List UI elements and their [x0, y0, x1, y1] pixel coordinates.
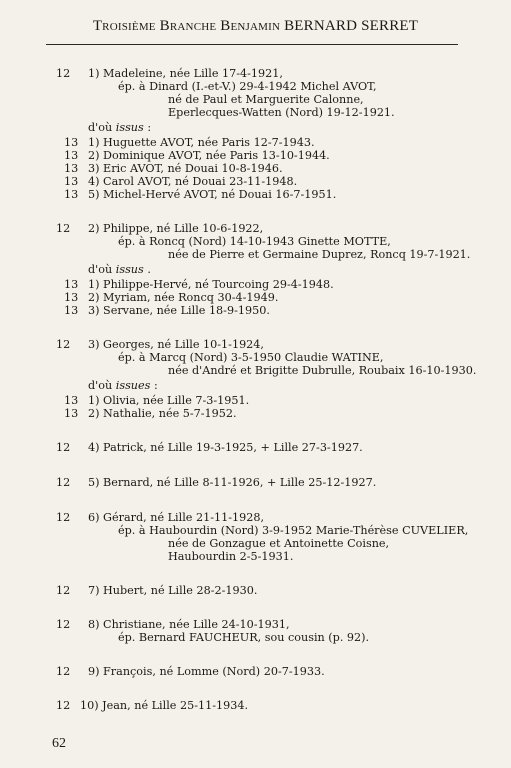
- entry-line: née de Pierre et Germaine Duprez, Roncq 19-7-1921.: [168, 248, 471, 261]
- entry-line: 1) Olivia, née Lille 7-3-1951.: [88, 394, 250, 407]
- entry-line: né de Paul et Marguerite Calonne,: [168, 93, 364, 106]
- generation-number: 13: [64, 175, 79, 188]
- entry-line: 1) Huguette AVOT, née Paris 12-7-1943.: [88, 136, 315, 149]
- entry-line: 3) Eric AVOT, né Douai 10-8-1946.: [88, 162, 283, 175]
- running-header: [0, 18, 511, 35]
- generation-number: 12: [56, 618, 71, 631]
- entry-line: 7) Hubert, né Lille 28-2-1930.: [88, 584, 258, 597]
- entry-line: 2) Philippe, né Lille 10-6-1922,: [88, 222, 264, 235]
- entry-line: 4) Carol AVOT, né Douai 23-11-1948.: [88, 175, 298, 188]
- generation-number: 12: [56, 476, 71, 489]
- entry-line: d'où issus :: [88, 121, 152, 134]
- entry-line: ép. à Haubourdin (Nord) 3-9-1952 Marie-Thérèse CUVELIER,: [118, 524, 469, 537]
- header-name: BERNARD SERRET: [284, 18, 419, 34]
- entry-line: 2) Nathalie, née 5-7-1952.: [88, 407, 237, 420]
- entry-line: 10) Jean, né Lille 25-11-1934.: [80, 699, 249, 712]
- generation-number: 12: [56, 511, 71, 524]
- header-rule: [46, 44, 458, 45]
- generation-number: 13: [64, 407, 79, 420]
- entry-line: ép. Bernard FAUCHEUR, sou cousin (p. 92).: [118, 631, 370, 644]
- generation-number: 13: [64, 162, 79, 175]
- entry-line: ép. à Dinard (I.-et-V.) 29-4-1942 Michel AVOT,: [118, 80, 377, 93]
- entry-line: 6) Gérard, né Lille 21-11-1928,: [88, 511, 265, 524]
- entry-line: Eperlecques-Watten (Nord) 19-12-1921.: [168, 106, 395, 119]
- generation-number: 13: [64, 278, 79, 291]
- entry-line: 8) Christiane, née Lille 24-10-1931,: [88, 618, 290, 631]
- entry-line: ép. à Marcq (Nord) 3-5-1950 Claudie WATINE,: [118, 351, 384, 364]
- entry-line: 5) Bernard, né Lille 8-11-1926, + Lille 25-12-1927.: [88, 476, 377, 489]
- generation-number: 13: [64, 149, 79, 162]
- entry-line: 2) Myriam, née Roncq 30-4-1949.: [88, 291, 279, 304]
- generation-number: 12: [56, 441, 71, 454]
- entry-line: 3) Georges, né Lille 10-1-1924,: [88, 338, 264, 351]
- entry-line: née d'André et Brigitte Dubrulle, Roubaix 16-10-1930.: [168, 364, 477, 377]
- generation-number: 13: [64, 188, 79, 201]
- generation-number: 12: [56, 699, 71, 712]
- header-branch: Troisième Branche Benjamin: [92, 18, 281, 34]
- entry-line: 3) Servane, née Lille 18-9-1950.: [88, 304, 270, 317]
- generation-number: 13: [64, 304, 79, 317]
- entry-line: Haubourdin 2-5-1931.: [168, 550, 294, 563]
- entry-line: d'où issues :: [88, 379, 158, 392]
- generation-number: 12: [56, 338, 71, 351]
- generation-number: 13: [64, 394, 79, 407]
- entry-line: née de Gonzague et Antoinette Coisne,: [168, 537, 390, 550]
- entry-line: d'où issus .: [88, 263, 151, 276]
- generation-number: 13: [64, 291, 79, 304]
- generation-number: 12: [56, 665, 71, 678]
- generation-number: 12: [56, 222, 71, 235]
- entry-line: 9) François, né Lomme (Nord) 20-7-1933.: [88, 665, 325, 678]
- entry-line: 1) Philippe-Hervé, né Tourcoing 29-4-1948.: [88, 278, 334, 291]
- generation-number: 13: [64, 136, 79, 149]
- page-number: 62: [52, 736, 66, 751]
- entry-line: 4) Patrick, né Lille 19-3-1925, + Lille 27-3-1927.: [88, 441, 363, 454]
- entry-line: 2) Dominique AVOT, née Paris 13-10-1944.: [88, 149, 330, 162]
- entry-line: 5) Michel-Hervé AVOT, né Douai 16-7-1951.: [88, 188, 337, 201]
- entry-line: ép. à Roncq (Nord) 14-10-1943 Ginette MOTTE,: [118, 235, 391, 248]
- generation-number: 12: [56, 67, 71, 80]
- generation-number: 12: [56, 584, 71, 597]
- entry-line: 1) Madeleine, née Lille 17-4-1921,: [88, 67, 283, 80]
